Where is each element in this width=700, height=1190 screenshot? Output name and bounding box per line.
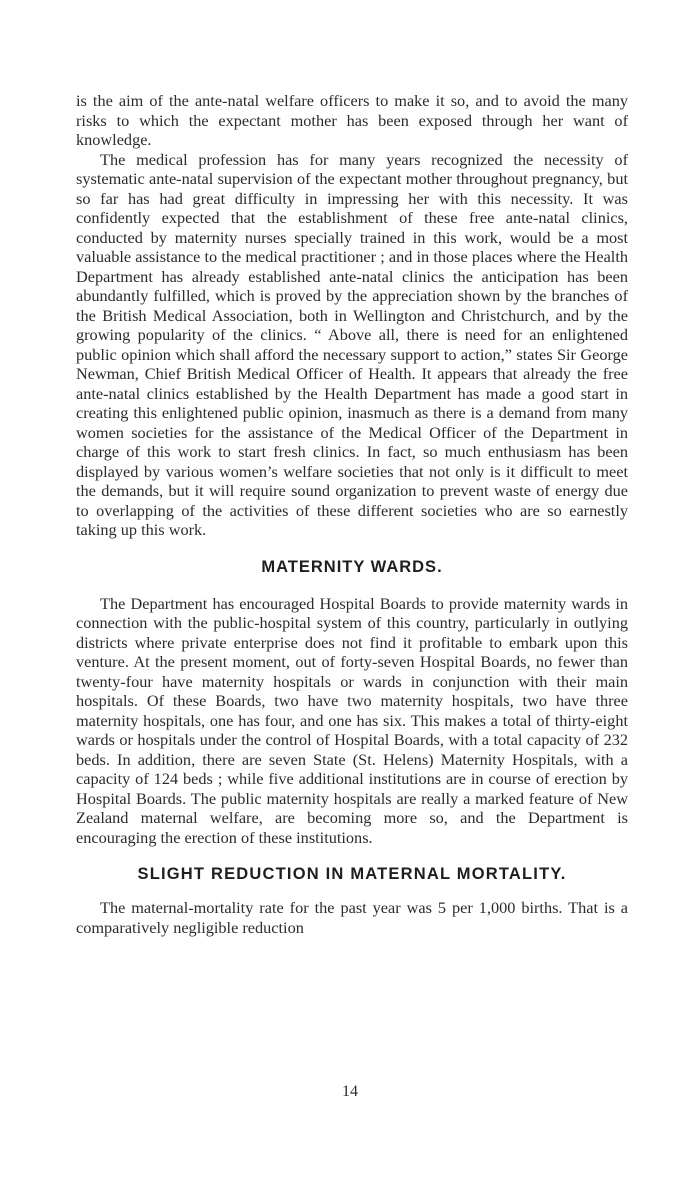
- section-heading-maternity-wards: MATERNITY WARDS.: [261, 557, 443, 576]
- paragraph-maternal-mortality: The maternal-mortality rate for the past year was 5 per 1,000 births. That is a comparatively negligible reduction: [76, 898, 628, 937]
- paragraph-maternity-wards: The Department has encouraged Hospital Boards to provide maternity wards in connection with the public-hospital system of this country, particularly in outlying districts where private enterprise does not find it profitable to embark upon this venture. At the present moment, out of forty-seven Hospital Boards, no fewer than twenty-four have maternity hospitals or wards in conjunction with their main hospitals. Of these Boards, two have two maternity hospitals, two have three maternity hospitals, one has four, and one has six. This makes a total of thirty-eight wards or hospitals under the control of Hospital Boards, with a total capacity of 232 beds. In addition, there are seven State (St. Helens) Maternity Hospitals, with a capacity of 124 beds ; while five additional institutions are in course of erection by Hospital Boards. The public maternity hospitals are really a marked feature of New Zealand maternal welfare, are becoming more so, and the Department is encouraging the erection of these institutions.: [76, 593, 628, 847]
- page-body: [76, 91, 628, 937]
- page-number: 14: [342, 1083, 358, 1100]
- paragraph-medical-profession: The medical profession has for many years recognized the necessity of systematic ante-natal supervision of the expectant mother throughout pregnancy, but so far has had great difficulty in impressing her with this necessity. It was confidently expected that the establishment of these free ante-natal clinics, conducted by maternity nurses specially trained in this work, would be a most valuable assistance to the medical practitioner ; and in those places where the Health Department has already established ante-natal clinics the anticipation has been abundantly fulfilled, which is proved by the appreciation shown by the branches of the British Medical Association, both in Wellington and Christchurch, and by the growing popularity of the clinics. “ Above all, there is need for an enlightened public opinion which shall afford the necessary support to action,” states Sir George Newman, Chief British Medical Officer of Health. It appears that already the free ante-natal clinics established by the Health Department has made a good start in creating this enlightened public opinion, inasmuch as there is a demand from many women societies for the assistance of the Medical Officer of the Department in charge of this work to start fresh clinics. In fact, so much enthusiasm has been displayed by various women’s welfare societies that not only is it difficult to meet the demands, but it will require sound organization to prevent waste of energy due to overlapping of the activities of these different societies who are so earnestly taking up this work.: [76, 149, 628, 539]
- paragraph-continued: is the aim of the ante-natal welfare officers to make it so, and to avoid the many risks to which the expectant mother has been exposed through her want of knowledge.: [76, 91, 628, 149]
- section-heading-maternal-mortality: SLIGHT REDUCTION IN MATERNAL MORTALITY.: [137, 865, 567, 883]
